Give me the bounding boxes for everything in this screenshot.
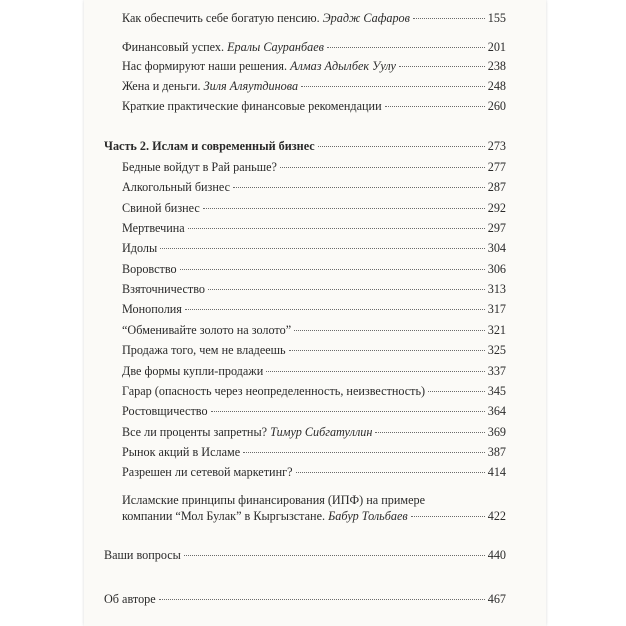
entry-author: Алмаз Адылбек Уулу — [290, 59, 396, 73]
entry-page-number: 364 — [487, 404, 506, 418]
entry-title-line2-row — [122, 508, 506, 524]
toc-entry[interactable] — [84, 39, 546, 55]
dot-leader — [385, 106, 485, 107]
entry-title — [122, 403, 208, 419]
entry-title — [122, 220, 185, 236]
entry-title-text: Финансовый успех. — [122, 40, 225, 54]
entry-title — [122, 261, 177, 277]
toc-entry[interactable] — [84, 363, 546, 379]
entry-title-text: Разрешен ли сетевой маркетинг? — [122, 465, 293, 479]
table-of-contents — [84, 0, 546, 626]
entry-title — [104, 591, 156, 607]
entry-author: Бабур Тольбаев — [328, 509, 408, 523]
entry-title-text: Нас формируют наши решения. — [122, 59, 288, 73]
entry-title — [122, 39, 324, 55]
entry-title-text: Взяточничество — [122, 282, 206, 296]
entry-title-text: Жена и деньги. — [122, 79, 201, 93]
entry-page-number: 248 — [487, 79, 506, 93]
dot-leader — [188, 228, 485, 229]
entry-title-line2-text: компании “Мол Булак” в Кыргызстане. — [122, 509, 326, 523]
entry-page-number: 422 — [487, 509, 506, 523]
entry-title — [122, 58, 396, 74]
dot-leader — [211, 411, 485, 412]
dot-leader — [428, 391, 485, 392]
entry-page-number: 155 — [487, 11, 506, 25]
dot-leader — [413, 18, 485, 19]
entry-title — [104, 547, 181, 563]
toc-entry[interactable] — [84, 98, 546, 114]
entry-page-number: 317 — [487, 302, 506, 316]
entry-author: Эрадж Сафаров — [322, 11, 410, 25]
entry-title — [122, 464, 293, 480]
toc-entry-about[interactable] — [84, 591, 546, 607]
entry-title — [122, 240, 157, 256]
entry-page-number: 325 — [487, 343, 506, 357]
entry-title-text: Об авторе — [104, 592, 156, 606]
entry-page-number: 273 — [487, 139, 506, 153]
entry-title — [122, 159, 277, 175]
toc-entry-questions[interactable] — [84, 547, 546, 563]
toc-entry[interactable] — [84, 200, 546, 216]
toc-entry-multiline[interactable] — [122, 492, 506, 524]
entry-title-text: Две формы купли-продажи — [122, 364, 264, 378]
entry-title — [122, 78, 298, 94]
entry-title-text: Монополия — [122, 302, 182, 316]
toc-entry[interactable] — [84, 261, 546, 277]
dot-leader — [411, 516, 485, 517]
entry-page-number: 440 — [487, 548, 506, 562]
entry-title — [122, 281, 205, 297]
entry-page-number: 287 — [487, 180, 506, 194]
entry-title-text: Свиной бизнес — [122, 201, 200, 215]
entry-title — [122, 10, 410, 26]
dot-leader — [208, 289, 485, 290]
toc-part-heading[interactable] — [84, 138, 546, 154]
entry-page-number: 321 — [487, 323, 506, 337]
dot-leader — [159, 599, 485, 600]
entry-page-number: 306 — [487, 262, 506, 276]
entry-page-number: 304 — [487, 241, 506, 255]
entry-title-text: Рынок акций в Исламе — [122, 445, 241, 459]
entry-title — [122, 444, 240, 460]
entry-title-text: Как обеспечить себе богатую пенсию. — [122, 11, 320, 25]
toc-entry[interactable] — [84, 383, 546, 399]
entry-page-number: 467 — [487, 592, 506, 606]
entry-page-number: 387 — [487, 445, 506, 459]
entry-title-text: Мертвечина — [122, 221, 185, 235]
toc-entry[interactable] — [84, 403, 546, 419]
toc-entry[interactable] — [84, 240, 546, 256]
entry-author: Ералы Сауранбаев — [227, 40, 324, 54]
dot-leader — [180, 269, 485, 270]
entry-page-number: 313 — [487, 282, 506, 296]
dot-leader — [375, 432, 484, 433]
entry-title-text: Продажа того, чем не владеешь — [122, 343, 286, 357]
entry-title — [122, 301, 182, 317]
entry-title-line1: Исламские принципы финансирования (ИПФ) на примере — [122, 493, 426, 507]
entry-title — [122, 179, 230, 195]
entry-title-text: Все ли проценты запретны? — [122, 425, 268, 439]
entry-title — [122, 363, 263, 379]
dot-leader — [233, 187, 485, 188]
entry-title — [122, 200, 200, 216]
entry-page-number: 414 — [487, 465, 506, 479]
entry-title-text: Гарар (опасность через неопределенность, неизвестность) — [122, 384, 426, 398]
entry-title — [122, 383, 425, 399]
entry-title — [122, 322, 291, 338]
entry-author: Тимур Сибгатуллин — [270, 425, 373, 439]
entry-page-number: 201 — [487, 40, 506, 54]
toc-entry[interactable] — [84, 322, 546, 338]
entry-page-number: 277 — [487, 160, 506, 174]
toc-entry[interactable] — [84, 58, 546, 74]
dot-leader — [399, 66, 485, 67]
entry-title-text: Бедные войдут в Рай раньше? — [122, 160, 277, 174]
entry-page-number: 238 — [487, 59, 506, 73]
dot-leader — [185, 309, 485, 310]
toc-entry[interactable] — [84, 10, 546, 26]
entry-title-text: Алкогольный бизнес — [122, 180, 231, 194]
entry-title-text: Воровство — [122, 262, 177, 276]
entry-page-number: 260 — [487, 99, 506, 113]
dot-leader — [289, 350, 485, 351]
entry-page-number: 345 — [487, 384, 506, 398]
dot-leader — [327, 47, 485, 48]
entry-title-line2 — [122, 508, 408, 524]
toc-entry[interactable] — [84, 342, 546, 358]
dot-leader — [203, 208, 485, 209]
entry-title-text: Идолы — [122, 241, 158, 255]
book-page — [84, 0, 546, 626]
entry-title-text: “Обменивайте золото на золото” — [122, 323, 292, 337]
entry-title-text: Часть 2. Ислам и современный бизнес — [104, 139, 315, 153]
dot-leader — [266, 371, 484, 372]
entry-title-text: Краткие практические финансовые рекомендации — [122, 99, 382, 113]
toc-entry[interactable] — [84, 424, 546, 440]
entry-title — [122, 98, 382, 114]
toc-entry[interactable] — [84, 464, 546, 480]
dot-leader — [243, 452, 485, 453]
toc-entry[interactable] — [84, 159, 546, 175]
toc-entry[interactable] — [84, 179, 546, 195]
toc-entry[interactable] — [84, 301, 546, 317]
toc-entry[interactable] — [84, 78, 546, 94]
dot-leader — [280, 167, 485, 168]
entry-page-number: 297 — [487, 221, 506, 235]
entry-title-text: Ваши вопросы — [104, 548, 181, 562]
entry-title — [122, 342, 286, 358]
toc-entry[interactable] — [84, 444, 546, 460]
dot-leader — [318, 146, 485, 147]
entry-title — [122, 424, 372, 440]
entry-title-text: Ростовщичество — [122, 404, 208, 418]
entry-page-number: 292 — [487, 201, 506, 215]
dot-leader — [301, 86, 485, 87]
toc-entry[interactable] — [84, 281, 546, 297]
dot-leader — [184, 555, 485, 556]
toc-entry[interactable] — [84, 220, 546, 236]
entry-page-number: 369 — [487, 425, 506, 439]
entry-page-number: 337 — [487, 364, 506, 378]
dot-leader — [160, 248, 485, 249]
dot-leader — [294, 330, 485, 331]
entry-author: Зиля Аляутдинова — [203, 79, 299, 93]
entry-title — [104, 138, 315, 154]
dot-leader — [296, 472, 485, 473]
